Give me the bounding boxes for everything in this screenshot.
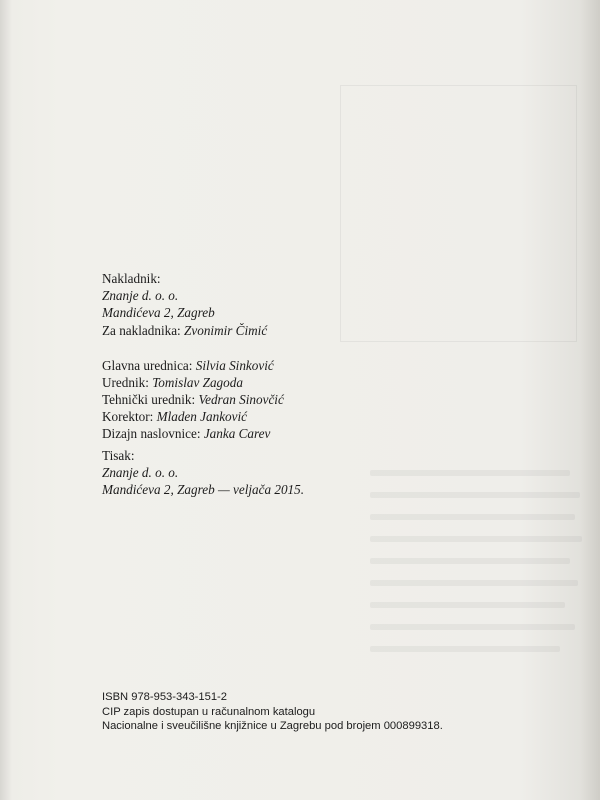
show-through-line <box>370 602 565 608</box>
cip-line-2: Nacionalne i sveučilišne knjižnice u Zagrebu pod brojem 000899318. <box>102 720 443 732</box>
show-through-line <box>370 558 570 564</box>
cip-line-1: CIP zapis dostupan u računalnom katalogu <box>102 705 316 718</box>
credit-name: Tomislav Zagoda <box>152 375 243 390</box>
credits-block <box>102 357 284 442</box>
show-through-line <box>370 514 575 520</box>
publisher-label: Nakladnik: <box>102 271 161 286</box>
show-through-line <box>370 624 575 630</box>
publisher-block <box>102 270 215 321</box>
for-publisher-block <box>102 322 267 339</box>
show-through-line <box>370 470 570 476</box>
printing-address: Mandićeva 2, Zagreb — veljača 2015. <box>102 482 305 497</box>
show-through-line <box>370 646 560 652</box>
credit-row <box>102 408 284 425</box>
publisher-address: Mandićeva 2, Zagreb <box>102 305 215 320</box>
show-through-line <box>370 536 582 542</box>
credit-name: Silvia Sinković <box>195 358 274 373</box>
printing-block <box>102 447 304 498</box>
for-publisher-label: Za nakladnika: <box>102 323 181 338</box>
credit-name: Vedran Sinovčić <box>198 392 284 407</box>
credit-label: Korektor: <box>102 409 154 424</box>
credit-row <box>102 357 284 374</box>
credit-label: Dizajn naslovnice: <box>102 426 201 441</box>
credit-row <box>102 425 284 442</box>
credit-name: Janka Carev <box>203 426 271 441</box>
credit-row <box>102 391 284 408</box>
credit-row <box>102 374 284 391</box>
show-through-line <box>370 580 578 586</box>
credit-name: Mladen Janković <box>156 409 248 424</box>
isbn-number: ISBN 978-953-343-151-2 <box>102 691 228 703</box>
for-publisher-name: Zvonimir Čimić <box>184 323 268 338</box>
show-through-line <box>370 492 580 498</box>
printing-label: Tisak: <box>102 448 135 463</box>
credit-label: Tehnički urednik: <box>102 392 196 407</box>
credit-label: Glavna urednica: <box>102 358 193 373</box>
show-through-figure <box>340 85 577 342</box>
cip-block <box>102 690 443 734</box>
printing-name: Znanje d. o. o. <box>102 465 179 480</box>
publisher-name: Znanje d. o. o. <box>102 288 179 303</box>
credit-label: Urednik: <box>102 375 149 390</box>
